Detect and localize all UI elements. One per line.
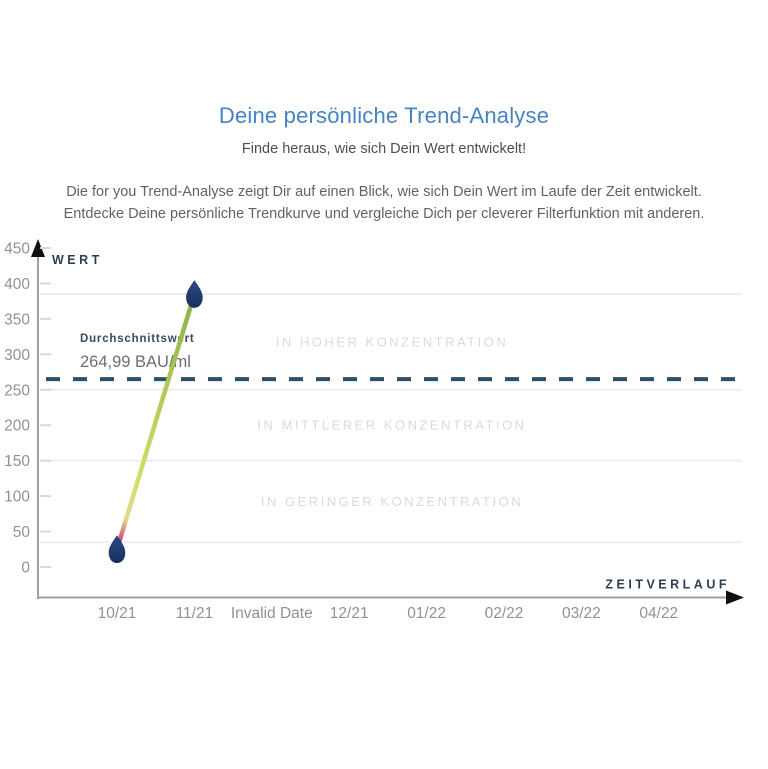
y-tick-label: 350	[4, 311, 30, 329]
y-tick-label: 300	[4, 346, 30, 364]
trend-chart-svg	[0, 233, 768, 653]
x-tick-label: 03/22	[562, 605, 601, 622]
x-tick-label: 01/22	[407, 605, 446, 622]
x-axis-arrow-icon	[726, 591, 744, 605]
y-axis-title: WERT	[52, 253, 103, 267]
y-tick-label: 150	[4, 453, 30, 471]
average-value-label: 264,99 BAU/ml	[80, 353, 191, 372]
page-description-line2: Entdecke Deine persönliche Trendkurve und vergleiche Dich per cleverer Filterfunktion mit anderen.	[63, 206, 705, 222]
x-tick-label: 10/21	[97, 605, 137, 622]
page-subtitle: Finde heraus, wie sich Dein Wert entwickelt!	[241, 141, 527, 157]
y-tick-label: 0	[21, 559, 30, 577]
page-title: Deine persönliche Trend-Analyse	[218, 103, 550, 128]
data-point-drop-marker-10-21[interactable]	[109, 535, 126, 563]
x-tick-label: 12/21	[329, 605, 369, 622]
zone-label-1: IN MITTLERER KONZENTRATION	[257, 417, 527, 433]
y-tick-label: 200	[4, 417, 30, 435]
average-label: Durchschnittswert	[80, 333, 195, 346]
page-description-line1: Die for you Trend-Analyse zeigt Dir auf einen Blick, wie sich Dein Wert im Laufe der Zeit entwickelt.	[66, 184, 702, 200]
y-tick-label: 100	[4, 488, 30, 506]
zone-label-2: IN GERINGER KONZENTRATION	[260, 493, 524, 509]
x-tick-label: 04/22	[639, 605, 679, 622]
zone-label-0: IN HOHER KONZENTRATION	[275, 334, 509, 350]
page-header	[0, 0, 768, 225]
data-point-drop-marker-11-21[interactable]	[186, 280, 203, 308]
page-description	[0, 181, 768, 225]
x-axis-title: ZEITVERLAUF	[605, 577, 730, 592]
y-tick-label: 450	[4, 240, 30, 258]
x-tick-label: Invalid Date	[230, 605, 313, 622]
y-tick-label: 50	[12, 524, 30, 542]
x-tick-label: 11/21	[175, 605, 214, 622]
y-tick-label: 400	[4, 275, 30, 293]
y-tick-label: 250	[4, 382, 30, 400]
trend-chart	[0, 233, 768, 653]
x-tick-label: 02/22	[484, 605, 524, 622]
